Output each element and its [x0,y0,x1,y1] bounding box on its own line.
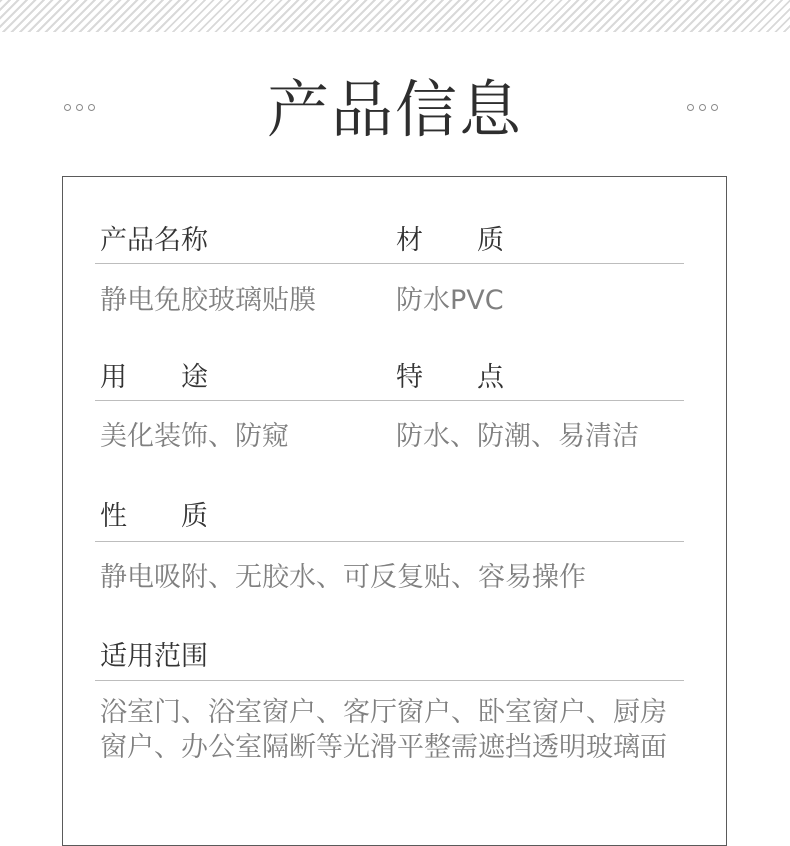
divider [95,541,684,542]
dot-icon [711,104,718,111]
nature-value: 静电吸附、无胶水、可反复贴、容易操作 [100,562,586,593]
feature-value: 防水、防潮、易清洁 [396,421,639,452]
dot-icon [687,104,694,111]
product-name-label: 产品名称 [100,225,208,256]
nature-label: 性 质 [100,501,208,532]
material-value: 防水PVC [396,285,504,316]
page-title: 产品信息 [266,73,523,146]
decorative-stripe-banner [0,0,790,32]
product-name-value: 静电免胶玻璃贴膜 [100,285,316,316]
use-label: 用 途 [100,362,208,393]
divider [95,680,684,681]
divider [95,400,684,401]
use-value: 美化装饰、防窥 [100,421,289,452]
scope-label: 适用范围 [100,641,208,672]
decorative-dots-right [687,104,718,111]
divider [95,263,684,264]
dot-icon [699,104,706,111]
material-label: 材 质 [396,225,504,256]
feature-label: 特 点 [396,362,504,393]
scope-value: 浴室门、浴室窗户、客厅窗户、卧室窗户、厨房窗户、办公室隔断等光滑平整需遮挡透明玻璃面 [100,697,667,763]
